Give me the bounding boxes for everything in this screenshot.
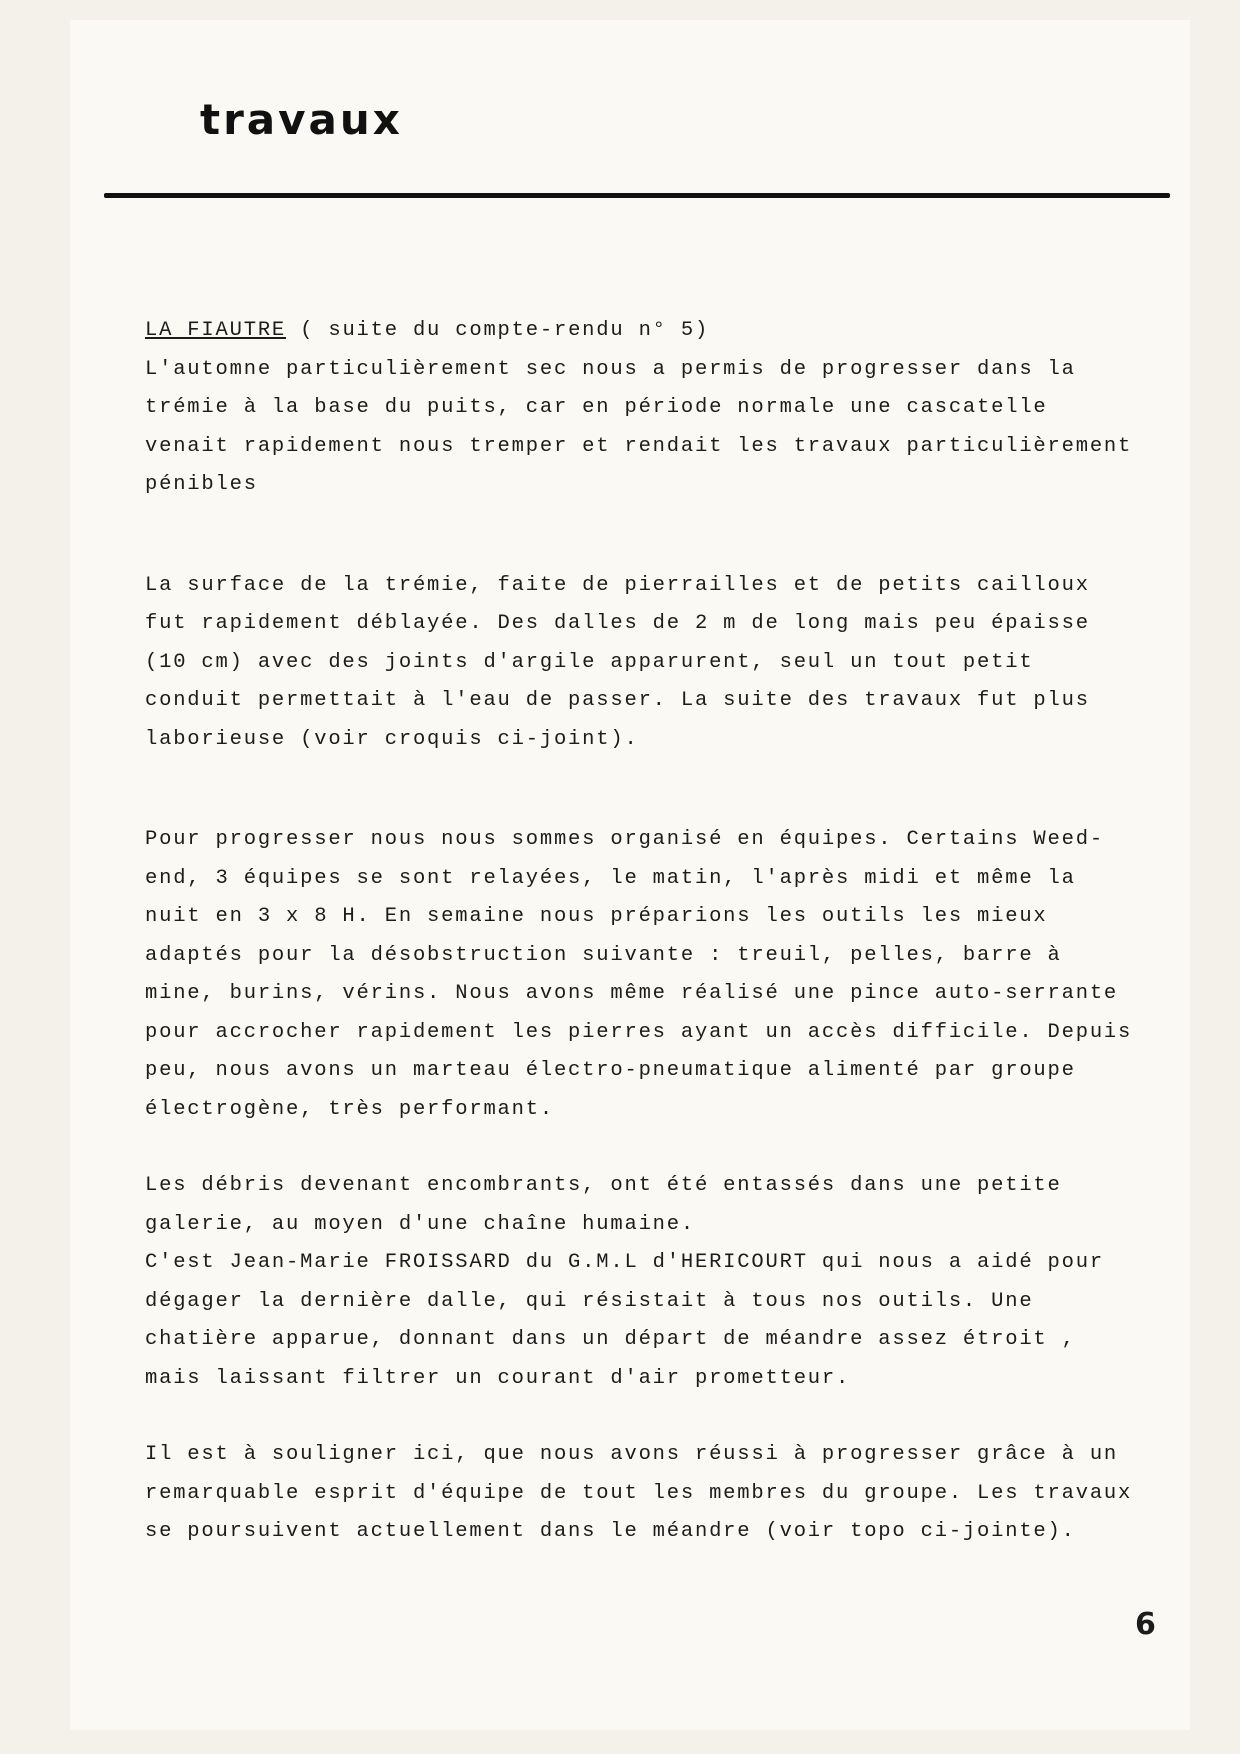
paragraph-3: Pour progresser nous nous sommes organisé en équipes. Certains Weed-end, 3 équipes se sont relayées, le matin, l'après midi et même la nuit en 3 x 8 H. En semaine nous préparions les outils les mieux adaptés pour la désobstruction suivante : treuil, pelles, barre à mine, burins, vérins. Nous avons même réalisé une pince auto-serrante pour accrocher rapidement les pierres ayant un accès difficile. Depuis peu, nous avons un marteau électro-pneumatique alimenté par groupe électrogène, très performant. bbox=[145, 828, 1133, 1121]
paragraph-4: Les débris devenant encombrants, ont été entassés dans une petite galerie, au moyen d'une chaîne humaine. bbox=[145, 1174, 1062, 1236]
section-heading: travaux bbox=[200, 95, 403, 144]
paragraph-2: La surface de la trémie, faite de pierrailles et de petits cailloux fut rapidement déblayée. Des dalles de 2 m de long mais peu épaisse (10 cm) avec des joints d'argile apparurent, seul un tout petit conduit permettait à l'eau de passer. La suite des travaux fut plus laborieuse (voir croquis ci-joint). bbox=[145, 573, 1090, 751]
article-body bbox=[145, 312, 1145, 1552]
page-number: 6 bbox=[1135, 1607, 1156, 1642]
heading-rule bbox=[104, 193, 1170, 198]
paragraph-6: Il est à souligner ici, que nous avons réussi à progresser grâce à un remarquable esprit d'équipe de tout les membres du groupe. Les travaux se poursuivent actuellement dans le méandre (voir topo ci-jointe). bbox=[145, 1443, 1133, 1543]
paragraph-1: L'automne particulièrement sec nous a permis de progresser dans la trémie à la base du puits, car en période normale une cascatelle venait rapidement nous tremper et rendait les travaux particulièrement pénibles bbox=[145, 357, 1133, 496]
paragraph-5: C'est Jean-Marie FROISSARD du G.M.L d'HERICOURT qui nous a aidé pour dégager la dernière dalle, qui résistait à tous nos outils. Une chatière apparue, donnant dans un départ de méandre assez étroit , mais laissant filtrer un courant d'air prometteur. bbox=[145, 1251, 1104, 1390]
article-subtitle: ( suite du compte-rendu n° 5) bbox=[286, 319, 710, 342]
article-title-line bbox=[145, 312, 1145, 351]
article-title: LA FIAUTRE bbox=[145, 319, 287, 342]
